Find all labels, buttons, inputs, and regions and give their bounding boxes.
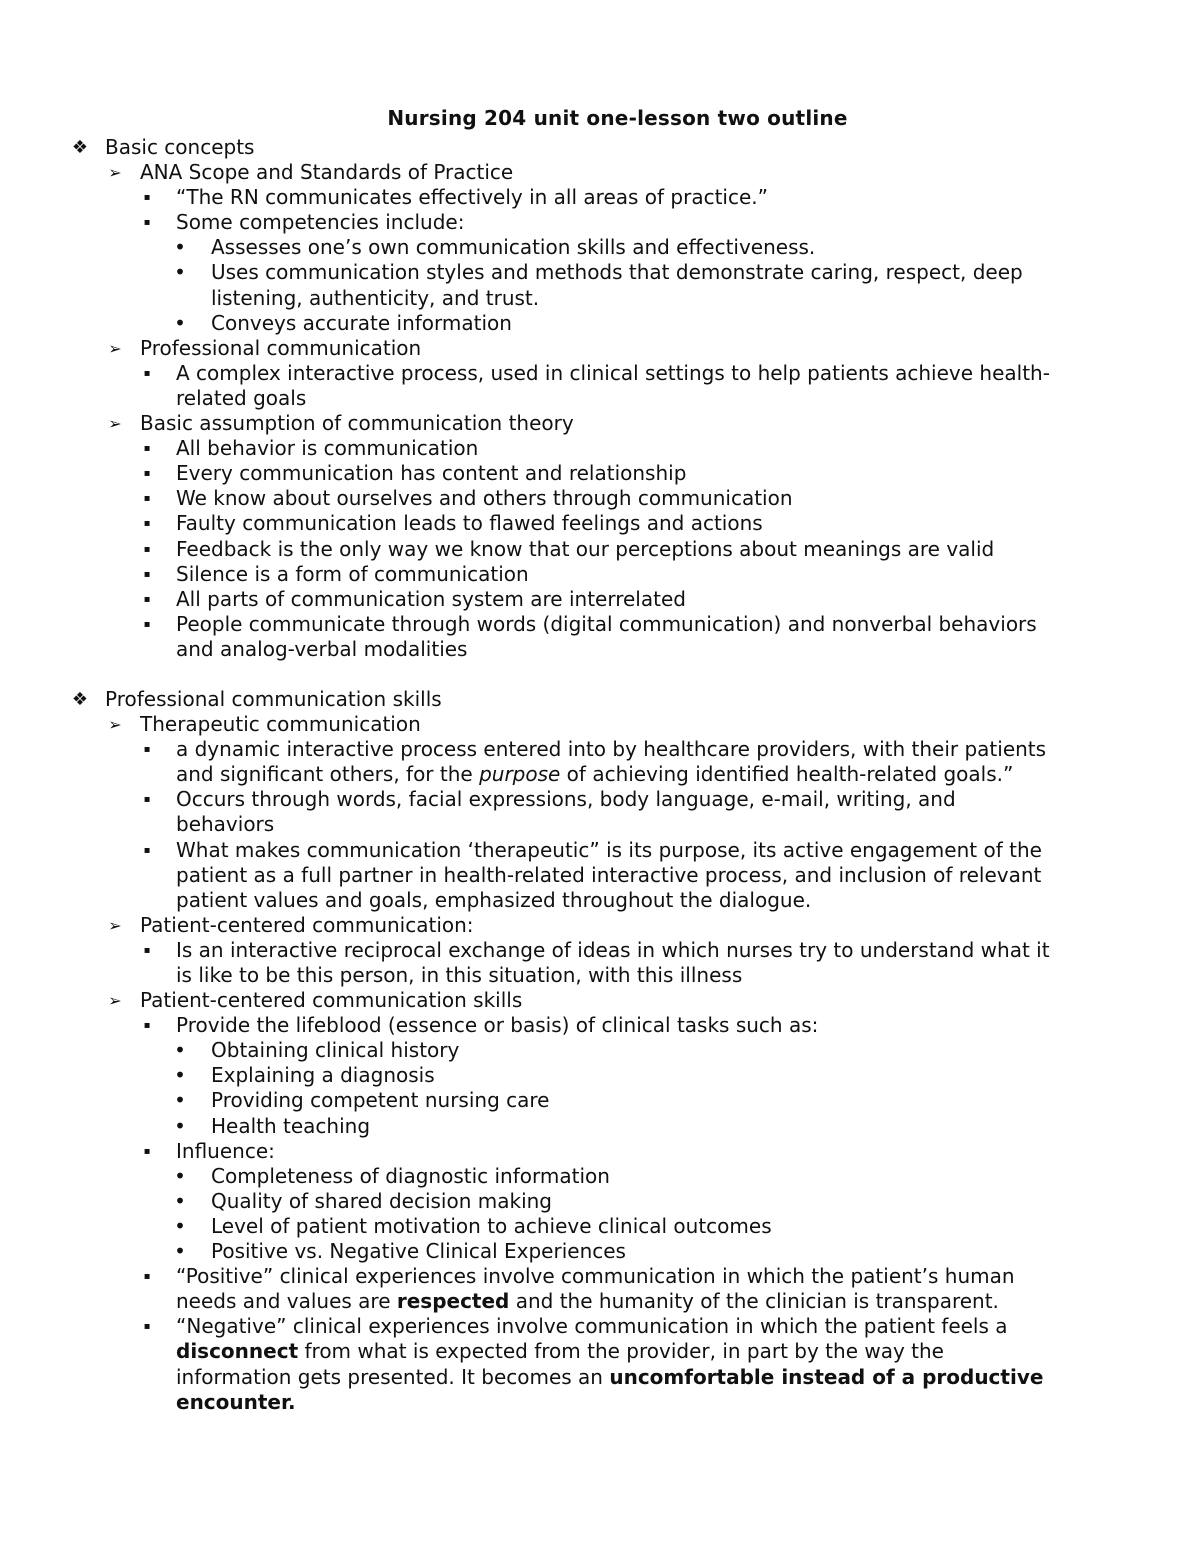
list-item: ▪ “Positive” clinical experiences involve communication in which the patient’s human [0, 1264, 1200, 1289]
square-bullet-icon: ▪ [143, 944, 151, 956]
dot-bullet-icon: • [174, 1239, 186, 1264]
section-heading-basic-concepts: ❖ Basic concepts [0, 135, 1200, 160]
list-item: ▪ “Negative” clinical experiences involve communication in which the patient feels a [0, 1314, 1200, 1339]
dot-bullet-icon: • [174, 1213, 186, 1238]
list-item: • Completeness of diagnostic information [0, 1164, 1200, 1189]
subsection-heading-therapeutic: ➢ Therapeutic communication [0, 712, 1200, 737]
list-item-continuation: needs and values are respected and the humanity of the clinician is transparent. [176, 1289, 999, 1314]
dot-bullet-icon: • [174, 1188, 186, 1213]
bold-text: encounter. [176, 1389, 296, 1414]
square-bullet-icon: ▪ [143, 1020, 151, 1032]
page-title: Nursing 204 unit one-lesson two outline [387, 106, 848, 130]
list-item: • Quality of shared decision making [0, 1189, 1200, 1214]
square-bullet-icon: ▪ [143, 593, 151, 605]
list-item: ▪ We know about ourselves and others through communication [0, 486, 1200, 511]
list-item: ▪ All parts of communication system are interrelated [0, 587, 1200, 612]
section-heading-professional-skills: ❖ Professional communication skills [0, 687, 1200, 712]
dot-bullet-icon: • [174, 1113, 186, 1138]
list-item: ▪ “The RN communicates effectively in all areas of practice.” [0, 185, 1200, 210]
list-item: ▪ Provide the lifeblood (essence or basis) of clinical tasks such as: [0, 1013, 1200, 1038]
spacer [0, 662, 1200, 687]
list-item-continuation: disconnect from what is expected from the provider, in part by the way the [176, 1339, 944, 1364]
list-item: • Assesses one’s own communication skills and effectiveness. [0, 235, 1200, 260]
list-item-continuation: and significant others, for the purpose of achieving identified health-related goals.” [176, 762, 1014, 787]
dot-bullet-icon: • [174, 1088, 186, 1113]
list-item: • Positive vs. Negative Clinical Experiences [0, 1239, 1200, 1264]
arrow-bullet-icon: ➢ [108, 915, 122, 935]
list-item-continuation: behaviors [176, 812, 275, 837]
list-item: ▪ Influence: [0, 1139, 1200, 1164]
square-bullet-icon: ▪ [143, 568, 151, 580]
list-item-continuation: patient values and goals, emphasized throughout the dialogue. [176, 887, 812, 912]
arrow-bullet-icon: ➢ [108, 414, 122, 434]
list-item-continuation: listening, authenticity, and trust. [211, 285, 540, 310]
list-item: ▪ Faulty communication leads to flawed feelings and actions [0, 511, 1200, 536]
square-bullet-icon: ▪ [143, 543, 151, 555]
bold-text: disconnect [176, 1339, 299, 1364]
list-item: ▪ All behavior is communication [0, 436, 1200, 461]
square-bullet-icon: ▪ [143, 1321, 151, 1333]
list-item: ▪ Every communication has content and relationship [0, 461, 1200, 486]
square-bullet-icon: ▪ [143, 493, 151, 505]
square-bullet-icon: ▪ [143, 518, 151, 530]
list-item: ▪ Feedback is the only way we know that our perceptions about meanings are valid [0, 537, 1200, 562]
square-bullet-icon: ▪ [143, 618, 151, 630]
list-item: ▪ A complex interactive process, used in clinical settings to help patients achieve health- [0, 361, 1200, 386]
diamond-bullet-icon: ❖ [71, 688, 89, 710]
arrow-bullet-icon: ➢ [108, 715, 122, 735]
list-item: • Providing competent nursing care [0, 1088, 1200, 1113]
square-bullet-icon: ▪ [143, 1145, 151, 1157]
list-item: ▪ People communicate through words (digital communication) and nonverbal behaviors [0, 612, 1200, 637]
list-item: • Explaining a diagnosis [0, 1063, 1200, 1088]
emphasis-text: purpose [479, 762, 561, 787]
arrow-bullet-icon: ➢ [108, 338, 122, 358]
dot-bullet-icon: • [174, 310, 186, 335]
square-bullet-icon: ▪ [143, 192, 151, 204]
list-item: • Level of patient motivation to achieve clinical outcomes [0, 1214, 1200, 1239]
outline [0, 135, 1200, 1415]
square-bullet-icon: ▪ [143, 1271, 151, 1283]
dot-bullet-icon: • [174, 1063, 186, 1088]
list-item-continuation: patient as a full partner in health-related interactive process, and inclusion of relevant [176, 862, 1042, 887]
dot-bullet-icon: • [174, 260, 186, 285]
square-bullet-icon: ▪ [143, 794, 151, 806]
list-item: ▪ What makes communication ‘therapeutic” is its purpose, its active engagement of the [0, 838, 1200, 863]
square-bullet-icon: ▪ [143, 468, 151, 480]
list-item: • Health teaching [0, 1114, 1200, 1139]
list-item: • Obtaining clinical history [0, 1038, 1200, 1063]
list-item: ▪ Occurs through words, facial expressions, body language, e-mail, writing, and [0, 787, 1200, 812]
subsection-heading-ana-scope: ➢ ANA Scope and Standards of Practice [0, 160, 1200, 185]
dot-bullet-icon: • [174, 1163, 186, 1188]
subsection-heading-patient-centered: ➢ Patient-centered communication: [0, 913, 1200, 938]
square-bullet-icon: ▪ [143, 744, 151, 756]
list-item: • Conveys accurate information [0, 311, 1200, 336]
diamond-bullet-icon: ❖ [71, 137, 89, 158]
list-item-continuation: related goals [176, 385, 307, 410]
dot-bullet-icon: • [174, 235, 186, 260]
list-item-continuation: information gets presented. It becomes an uncomfortable instead of a productive [176, 1364, 1044, 1389]
list-item-continuation [0, 1390, 1200, 1415]
subsection-heading-patient-centered-skills: ➢ Patient-centered communication skills [0, 988, 1200, 1013]
list-item-continuation: is like to be this person, in this situation, with this illness [176, 963, 743, 987]
dot-bullet-icon: • [174, 1038, 186, 1063]
subsection-heading-professional-communication: ➢ Professional communication [0, 336, 1200, 361]
list-item: ▪ Some competencies include: [0, 210, 1200, 235]
list-item-continuation: and analog-verbal modalities [176, 636, 468, 661]
square-bullet-icon: ▪ [143, 367, 151, 379]
square-bullet-icon: ▪ [143, 217, 151, 229]
subsection-heading-communication-theory: ➢ Basic assumption of communication theory [0, 411, 1200, 436]
list-item: ▪ a dynamic interactive process entered into by healthcare providers, with their patients [0, 737, 1200, 762]
bold-text: respected [396, 1289, 510, 1314]
square-bullet-icon: ▪ [143, 443, 151, 455]
list-item: ▪ Silence is a form of communication [0, 562, 1200, 587]
list-item: • Uses communication styles and methods that demonstrate caring, respect, deep [0, 260, 1200, 285]
arrow-bullet-icon: ➢ [108, 163, 122, 183]
bold-text: uncomfortable instead of a productive [609, 1364, 1044, 1389]
list-item: ▪ Is an interactive reciprocal exchange of ideas in which nurses try to understand what it [0, 938, 1200, 963]
arrow-bullet-icon: ➢ [108, 991, 122, 1011]
square-bullet-icon: ▪ [143, 844, 151, 856]
